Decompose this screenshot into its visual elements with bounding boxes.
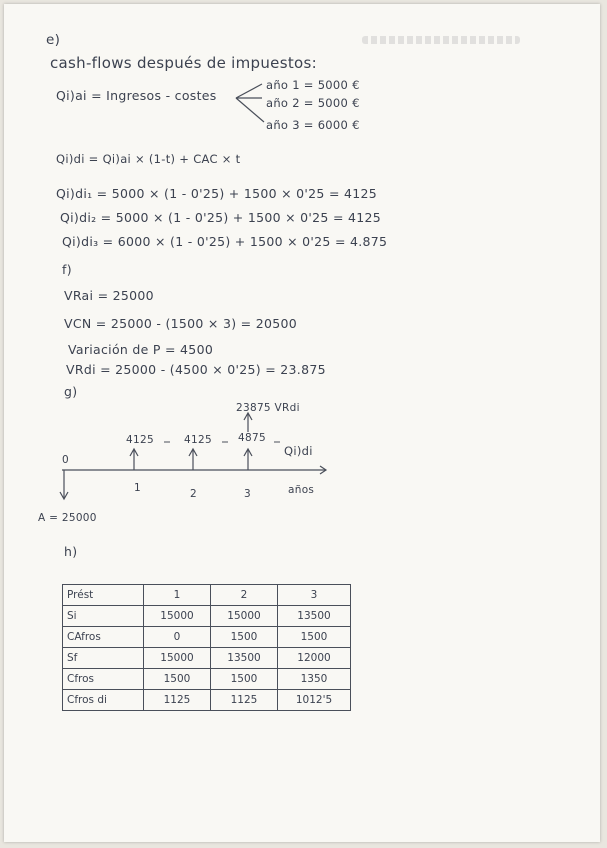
vr-ai: VRai = 25000	[64, 288, 154, 303]
tick-label-0: 0	[62, 454, 69, 466]
row-label: CAfros	[63, 627, 144, 648]
calc-di-3: Qi)di₃ = 6000 × (1 - 0'25) + 1500 × 0'25 = 4.875	[62, 234, 388, 249]
table-cell: 1500	[278, 627, 351, 648]
table-cell: 1125	[144, 690, 211, 711]
section-e-label: e)	[46, 32, 61, 48]
table-cell: 13500	[211, 648, 278, 669]
calc-di-2: Qi)di₂ = 5000 × (1 - 0'25) + 1500 × 0'25 = 4125	[60, 210, 381, 225]
branch-year-2: año 2 = 5000 €	[266, 96, 360, 110]
table-header-cell: 1	[144, 585, 211, 606]
table-cell: 15000	[144, 606, 211, 627]
tick-label-3: 3	[244, 488, 251, 500]
variation-p: Variación de P = 4500	[68, 342, 214, 357]
table-row	[63, 669, 351, 690]
row-label: Sf	[63, 648, 144, 669]
formula-qi-ai: Qi)ai = Ingresos - costes	[56, 88, 217, 103]
table-cell: 15000	[144, 648, 211, 669]
section-h-label: h)	[64, 544, 78, 559]
table-cell: 12000	[278, 648, 351, 669]
table-row	[63, 648, 351, 669]
table-row	[63, 690, 351, 711]
table-cell: 13500	[278, 606, 351, 627]
branch-year-3: año 3 = 6000 €	[266, 118, 360, 132]
row-label: Cfros	[63, 669, 144, 690]
table-header-row	[63, 585, 351, 606]
row-label: Cfros di	[63, 690, 144, 711]
formula-qi-di: Qi)di = Qi)ai × (1-t) + CAC × t	[56, 152, 241, 166]
vr-di-top-label: 23875 VRdi	[236, 402, 300, 414]
branch-year-1: año 1 = 5000 €	[266, 78, 360, 92]
cash-flow-diagram	[4, 4, 600, 842]
table-cell: 0	[144, 627, 211, 648]
flow-value-2: 4125	[184, 434, 212, 446]
table-row	[63, 606, 351, 627]
flow-value-3: 4875	[238, 432, 266, 444]
tick-label-2: 2	[190, 488, 197, 500]
initial-investment: A = 25000	[38, 512, 97, 524]
axis-label-years: años	[288, 484, 315, 496]
table-cell: 1012'5	[278, 690, 351, 711]
table-cell: 1500	[211, 669, 278, 690]
notebook-page	[4, 4, 600, 842]
depreciation-table	[62, 584, 351, 711]
section-g-label: g)	[64, 384, 78, 399]
section-f-label: f)	[62, 262, 72, 277]
flow-value-1: 4125	[126, 434, 154, 446]
table-header-cell: 3	[278, 585, 351, 606]
vr-di: VRdi = 25000 - (4500 × 0'25) = 23.875	[66, 362, 326, 377]
table-cell: 1125	[211, 690, 278, 711]
tick-label-1: 1	[134, 482, 141, 494]
vcn: VCN = 25000 - (1500 × 3) = 20500	[64, 316, 297, 331]
table-header-cell: 2	[211, 585, 278, 606]
row-label: Si	[63, 606, 144, 627]
calc-di-1: Qi)di₁ = 5000 × (1 - 0'25) + 1500 × 0'25 = 4125	[56, 186, 377, 201]
table-header-cell: Prést	[63, 585, 144, 606]
section-e-heading: cash-flows después de impuestos:	[50, 54, 317, 72]
table-cell: 15000	[211, 606, 278, 627]
flow-label-qi-di: Qi)di	[284, 444, 313, 458]
table-cell: 1500	[144, 669, 211, 690]
table-row	[63, 627, 351, 648]
table-cell: 1350	[278, 669, 351, 690]
table-cell: 1500	[211, 627, 278, 648]
